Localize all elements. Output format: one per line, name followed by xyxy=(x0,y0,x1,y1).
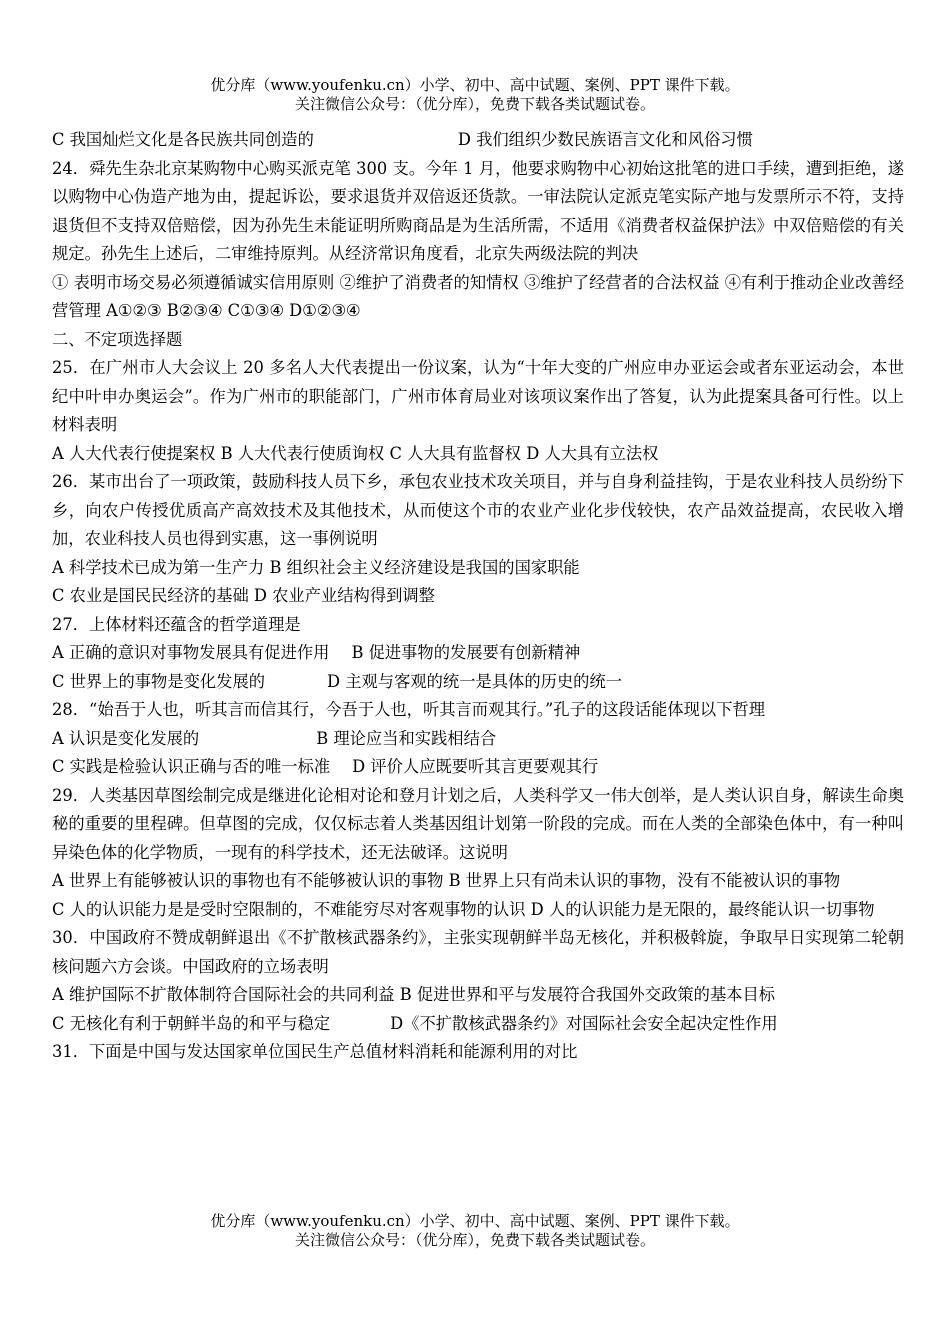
q25-options: A 人大代表行使提案权 B 人大代表行使质询权 C 人大具有监督权 D 人大具有立法权 xyxy=(52,443,659,463)
q29-stem: 29．人类基因草图绘制完成是继进化论相对论和登月计划之后，人类科学又一伟大创举，是人类认识自身，解读生命奥秘的重要的里程碑。但草图的完成，仅仅标志着人类基因组计划第一阶段的完成。而在人类的全部染色体中，有一种叫异染色体的化学物质，一现有的科学技术，还无法破译。这说明 xyxy=(52,785,904,862)
q29-options-cd: C 人的认识能力是是受时空限制的，不难能穷尽对客观事物的认识 D 人的认识能力是无限的，最终能认识一切事物 xyxy=(52,899,875,919)
q29-options-ab: A 世界上有能够被认识的事物也有不能够被认识的事物 B 世界上只有尚未认识的事物，没有不能被认识的事物 xyxy=(52,871,841,890)
q30-option-d: D《不扩散核武器条约》对国际社会安全起决定性作用 xyxy=(390,1013,778,1033)
q23-option-d: D 我们组织少数民族语言文化和风俗习惯 xyxy=(457,130,753,149)
q31-stem: 31．下面是中国与发达国家单位国民生产总值材料消耗和能源利用的对比 xyxy=(52,1042,578,1061)
header-line-2: 关注微信公众号：（优分库），免费下载各类试题试卷。 xyxy=(294,95,655,113)
q27-option-d: D 主观与客观的统一是具体的历史的统一 xyxy=(327,671,623,691)
q28-stem: 28．“始吾于人也，听其言而信其行，今吾于人也，听其言而观其行。”孔子的这段话能体现以下哲理 xyxy=(52,700,766,719)
q27-stem: 27．上体材料还蕴含的哲学道理是 xyxy=(52,614,301,634)
q25-stem: 25．在广州市人大会议上 20 多名人大代表提出一份议案，认为“十年大变的广州应申办亚运会或者东亚运动会，本世纪中叶申办奥运会”。作为广州市的职能部门，广州市体育局业对该项议案作出了答复，认为此提案具备可行性。以上材料表明 xyxy=(52,358,904,434)
header-line-1: 优分库（www.youfenku.cn）小学、初中、高中试题、案例、PPT 课件下载。 xyxy=(210,76,740,94)
page-header xyxy=(0,76,950,114)
q27-options-ab xyxy=(52,639,904,668)
q26-options-cd: C 农业是国民民经济的基础 D 农业产业结构得到调整 xyxy=(52,586,435,605)
q30-option-c: C 无核化有利于朝鲜半岛的和平与稳定 xyxy=(52,1013,331,1033)
q28-option-b: B 理论应当和实践相结合 xyxy=(316,728,497,748)
q27-option-c: C 世界上的事物是变化发展的 xyxy=(52,671,266,691)
question-body xyxy=(52,126,904,1067)
q26-stem: 26．某市出台了一项政策，鼓励科技人员下乡，承包农业技术攻关项目，并与自身利益挂钩，于是农业科技人员纷纷下乡，向农户传授优质高产高效技术及其他技术，从而使这个市的农业产业化步伐较快，农产品效益提高，农民收入增加，农业科技人员也得到实惠，这一事例说明 xyxy=(52,472,904,548)
q23-option-c: C 我国灿烂文化是各民族共同创造的 xyxy=(52,130,314,149)
q28-options-cd xyxy=(52,753,904,782)
q26-options-ab: A 科学技术已成为第一生产力 B 组织社会主义经济建设是我国的国家职能 xyxy=(52,557,580,577)
q30-stem: 30．中国政府不赞成朝鲜退出《不扩散核武器条约》，主张实现朝鲜半岛无核化，并积极斡旋，争取早日实现第二轮朝核问题六方会谈。中国政府的立场表明 xyxy=(52,928,904,976)
q28-options-ab xyxy=(52,725,904,754)
q27-option-a: A 正确的意识对事物发展具有促进作用 xyxy=(52,643,330,662)
section-heading: 二、不定项选择题 xyxy=(52,329,183,349)
q27-options-cd xyxy=(52,668,904,697)
q23-options-cd xyxy=(52,126,904,155)
q28-option-c: C 实践是检验认识正确与否的唯一标准 xyxy=(52,757,331,776)
q30-options-ab: A 维护国际不扩散体制符合国际社会的共同利益 B 促进世界和平与发展符合我国外交政策的基本目标 xyxy=(52,985,776,1004)
q27-option-b: B 促进事物的发展要有创新精神 xyxy=(351,643,581,662)
q28-option-d: D 评价人应既要听其言更要观其行 xyxy=(352,757,599,776)
page-footer xyxy=(0,1212,950,1250)
footer-line-2: 关注微信公众号：（优分库），免费下载各类试题试卷。 xyxy=(294,1231,655,1249)
footer-line-1: 优分库（www.youfenku.cn）小学、初中、高中试题、案例、PPT 课件下载。 xyxy=(210,1212,740,1230)
q24-options: ① 表明市场交易必须遵循诚实信用原则 ②维护了消费者的知情权 ③维护了经营者的合法权益 ④有利于推动企业改善经营管理 A①②③ B②③④ C①③④ D①②③④ xyxy=(52,272,904,320)
q28-option-a: A 认识是变化发展的 xyxy=(52,728,200,748)
q30-options-cd xyxy=(52,1010,904,1039)
q24-stem: 24．舜先生杂北京某购物中心购买派克笔 300 支。今年 1 月，他要求购物中心初始这批笔的进口手续，遭到拒绝，遂以购物中心伪造产地为由，提起诉讼，要求退货并双倍返还货款。一审法院认定派克笔实际产地与发票所示不符，支持退货但不支持双倍赔偿，因为孙先生未能证明所购商品是为生活所需，不适用《消费者权益保护法》中双倍赔偿的有关规定。孙先生上述后，二审维持原判。从经济常识角度看，北京失两级法院的判决 xyxy=(52,158,904,263)
